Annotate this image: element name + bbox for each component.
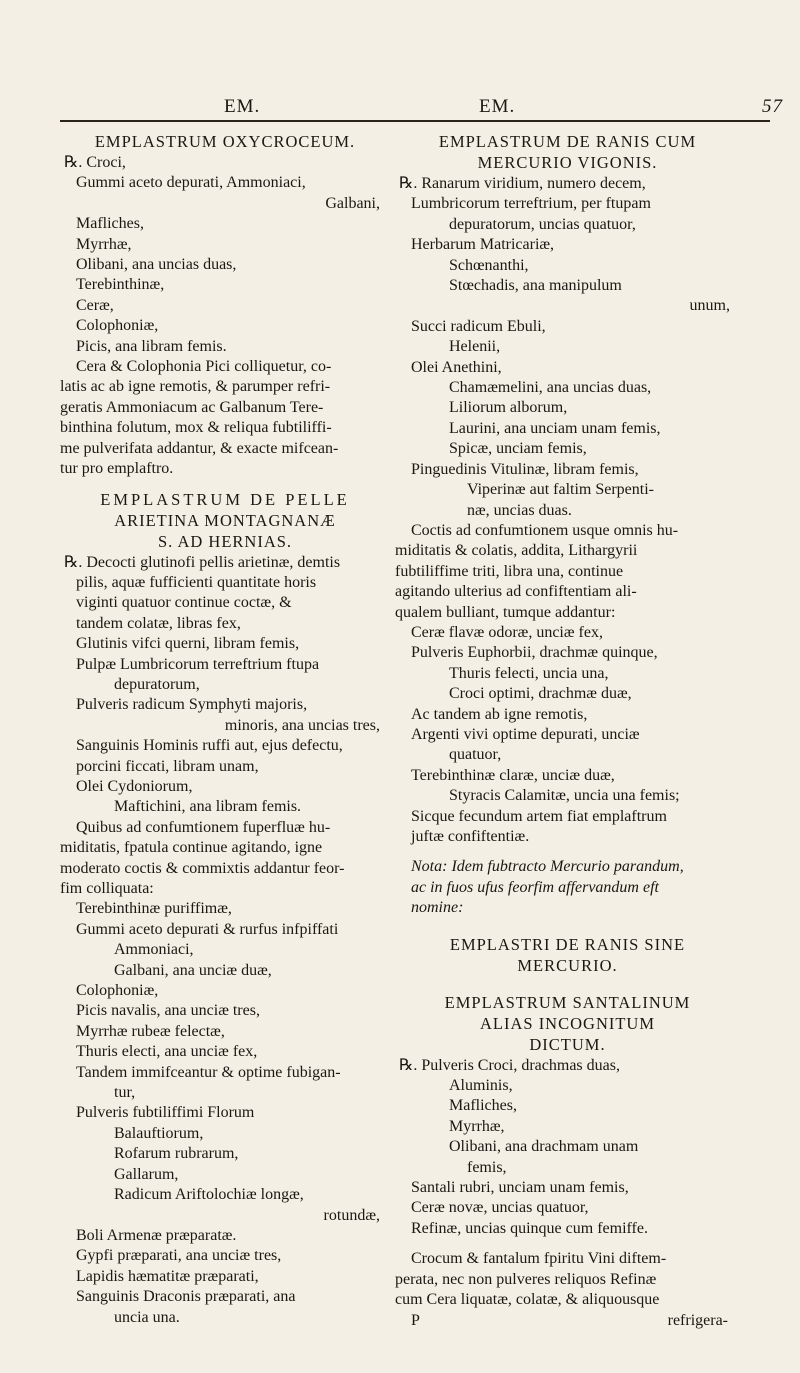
nota-line: ac in fuos ufus feorfim affervandum eft <box>411 878 659 896</box>
text-line: Olei Anethini, <box>411 358 502 376</box>
text-line: Mafliches, <box>449 1097 517 1115</box>
text-line: fim colliquata: <box>60 880 154 897</box>
section-title: MERCURIO. <box>517 955 618 975</box>
section-title: EMPLASTRUM SANTALINUM <box>444 992 691 1012</box>
header-center: EM. <box>479 96 516 117</box>
text-line: Lumbricorum terreftrium, per ftupam <box>411 195 651 213</box>
text-line: perata, nec non pulveres reliquos Refinæ <box>395 1270 657 1288</box>
text-line: Viperinæ aut faltim Serpenti- <box>467 481 654 499</box>
text-line: næ, uncias duas. <box>467 501 572 519</box>
text-line: Gummi aceto depurati, Ammoniaci, <box>76 174 306 192</box>
text-line: Styracis Calamitæ, uncia una femis; <box>449 787 680 805</box>
section-title: ALIAS INCOGNITUM <box>479 1013 656 1033</box>
text-line: unum, <box>689 297 730 315</box>
section-title: MERCURIO VIGONIS. <box>477 153 658 172</box>
text-line: Succi radicum Ebuli, <box>411 317 546 335</box>
text-line: Myrrhæ rubeæ felectæ, <box>76 1022 225 1040</box>
text-line: me pulverifata addantur, & exacte mifcean- <box>60 439 339 457</box>
text-line: Radicum Ariftolochiæ longæ, <box>114 1186 304 1204</box>
text-line: Maftichini, ana libram femis. <box>114 798 302 816</box>
text-line: Pulveris Euphorbii, drachmæ quinque, <box>411 644 658 662</box>
text-line: Olei Cydoniorum, <box>76 777 193 795</box>
text-line: miditatis & colatis, addita, Lithargyrii <box>395 542 638 560</box>
text-line: binthina folutum, mox & reliqua fubtiliffi- <box>60 419 332 437</box>
text-line: Stœchadis, ana manipulum <box>449 277 622 295</box>
text-line: Thuris electi, ana unciæ fex, <box>76 1043 258 1061</box>
text-line: Galbani, ana unciæ duæ, <box>114 961 272 979</box>
nota-line: Nota: Idem fubtracto Mercurio parandum, <box>411 858 684 876</box>
text-line: Quibus ad confumtionem fuperfluæ hu- <box>76 818 331 836</box>
section-title: S. AD HERNIAS. <box>157 531 293 551</box>
text-line: qualem bulliant, tumque addantur: <box>395 603 616 621</box>
text-line: Boli Armenæ præparatæ. <box>76 1226 237 1244</box>
text-line: Mafliches, <box>76 215 144 233</box>
text-line: Terebinthinæ, <box>76 276 165 294</box>
text-line: Lapidis hæmatitæ præparati, <box>76 1267 259 1285</box>
text-line: Ceræ flavæ odoræ, unciæ fex, <box>411 623 603 641</box>
text-line: depuratorum, uncias quatuor, <box>449 215 636 233</box>
text-line: Cera & Colophonia Pici colliquetur, co- <box>76 358 332 376</box>
text-line: Picis navalis, ana unciæ tres, <box>76 1002 260 1020</box>
text-line: ℞. Ranarum viridium, numero decem, <box>399 175 646 192</box>
section-title: ARIETINA MONTAGNANÆ <box>114 510 336 530</box>
text-line: uncia una. <box>114 1308 180 1326</box>
signature-mark: P <box>411 1311 420 1329</box>
text-line: moderato coctis & commixtis addantur feor- <box>60 859 345 877</box>
nota-line: nomine: <box>411 899 464 917</box>
text-line: Myrrhæ, <box>76 235 132 253</box>
text-line: Laurini, ana unciam unam femis, <box>449 419 661 437</box>
text-line: viginti quatuor continue coctæ, & <box>76 594 292 612</box>
section-title: EMPLASTRUM DE RANIS CUM <box>438 132 697 151</box>
text-line: Ac tandem ab igne remotis, <box>411 705 588 723</box>
text-line: minoris, ana uncias tres, <box>224 716 380 734</box>
text-line: Olibani, ana drachmam unam <box>449 1138 639 1156</box>
text-line: Olibani, ana uncias duas, <box>76 256 237 274</box>
text-line: ℞. Croci, <box>64 154 126 171</box>
text-line: Coctis ad confumtionem usque omnis hu- <box>411 521 679 539</box>
text-line: Gummi aceto depurati & rurfus infpiffati <box>76 920 339 938</box>
text-line: Sanguinis Draconis præparati, ana <box>76 1288 296 1306</box>
right-column <box>395 132 740 1331</box>
text-line: rotundæ, <box>323 1206 380 1224</box>
text-line: latis ac ab igne remotis, & parumper refri- <box>60 378 331 396</box>
text-line: Pulveris radicum Symphyti majoris, <box>76 696 308 714</box>
text-line: tur, <box>114 1084 136 1102</box>
text-line: Ceræ novæ, uncias quatuor, <box>411 1199 589 1217</box>
text-line: Thuris felecti, uncia una, <box>449 664 609 682</box>
text-line: Liliorum alborum, <box>449 399 568 417</box>
text-line: Argenti vivi optime depurati, unciæ <box>411 725 640 743</box>
text-line: Helenii, <box>449 338 501 356</box>
text-line: Refinæ, uncias quinque cum femiffe. <box>411 1219 648 1237</box>
text-line: Galbani, <box>325 194 380 212</box>
text-line: porcini ficcati, libram unam, <box>76 757 259 775</box>
catchword: refrigera- <box>667 1311 728 1329</box>
text-line: Ceræ, <box>76 296 114 314</box>
text-line: Colophoniæ, <box>76 982 159 1000</box>
text-line: miditatis, fpatula continue agitando, igne <box>60 839 323 857</box>
text-line: Colophoniæ, <box>76 317 159 335</box>
text-line: Pulpæ Lumbricorum terreftrium ftupa <box>76 655 320 673</box>
left-column <box>60 132 390 1328</box>
text-line: Pinguedinis Vitulinæ, libram femis, <box>411 460 639 478</box>
text-line: Aluminis, <box>449 1077 513 1095</box>
text-line: Herbarum Matricariæ, <box>411 236 555 254</box>
section-title: DICTUM. <box>529 1034 606 1054</box>
header-rule <box>60 120 770 122</box>
text-line: cum Cera liquatæ, colatæ, & aliquousque <box>395 1291 660 1309</box>
text-line: tandem colatæ, libras fex, <box>76 614 241 632</box>
text-line: pilis, aquæ fufficienti quantitate horis <box>76 573 317 591</box>
section-title: EMPLASTRI DE RANIS SINE <box>449 934 686 954</box>
text-line: Balauftiorum, <box>114 1124 204 1142</box>
text-line: Rofarum rubrarum, <box>114 1145 239 1163</box>
text-line: Terebinthinæ puriffimæ, <box>76 900 232 918</box>
text-line: Gypfi præparati, ana unciæ tres, <box>76 1247 282 1265</box>
text-line: Schœnanthi, <box>449 256 529 274</box>
text-line: geratis Ammoniacum ac Galbanum Tere- <box>60 398 324 416</box>
text-line: Ammoniaci, <box>114 941 194 959</box>
text-line: tur pro emplaftro. <box>60 460 174 478</box>
text-line: ℞. Decocti glutinofi pellis arietinæ, demtis <box>64 553 341 571</box>
text-line: depuratorum, <box>114 675 200 693</box>
text-line: Terebinthinæ claræ, unciæ duæ, <box>411 766 615 784</box>
signature-line <box>395 1311 740 1331</box>
text-line: Pulveris fubtiliffimi Florum <box>76 1104 255 1122</box>
text-line: femis, <box>467 1158 507 1176</box>
text-line: Santali rubri, unciam unam femis, <box>411 1179 629 1197</box>
text-line: Chamæmelini, ana uncias duas, <box>449 379 652 397</box>
text-line: Picis, ana libram femis. <box>76 337 227 355</box>
text-line: Croci optimi, drachmæ duæ, <box>449 685 632 703</box>
text-line: fubtiliffime triti, libra una, continue <box>395 562 624 580</box>
text-line: Sanguinis Hominis ruffi aut, ejus defectu, <box>76 737 343 755</box>
running-header <box>0 96 800 122</box>
text-line: Crocum & fantalum fpiritu Vini diftem- <box>411 1250 667 1268</box>
section-title: EMPLASTRUM DE PELLE <box>100 489 350 509</box>
text-line: juftæ confiftentiæ. <box>411 828 530 845</box>
page-number: 57 <box>762 96 783 117</box>
text-line: ℞. Pulveris Croci, drachmas duas, <box>399 1056 620 1074</box>
text-line: agitando ulterius ad confiftentiam ali- <box>395 583 637 601</box>
text-line: Gallarum, <box>114 1165 179 1183</box>
text-line: Sicque fecundum artem fiat emplaftrum <box>411 807 667 825</box>
section-title: EMPLASTRUM OXYCROCEUM. <box>94 132 356 151</box>
text-line: Myrrhæ, <box>449 1117 505 1135</box>
text-line: quatuor, <box>449 746 502 764</box>
text-line: Spicæ, unciam femis, <box>449 440 587 458</box>
text-line: Glutinis vifci querni, libram femis, <box>76 635 300 653</box>
text-line: Tandem immifceantur & optime fubigan- <box>76 1063 341 1081</box>
header-left: EM. <box>224 96 261 117</box>
